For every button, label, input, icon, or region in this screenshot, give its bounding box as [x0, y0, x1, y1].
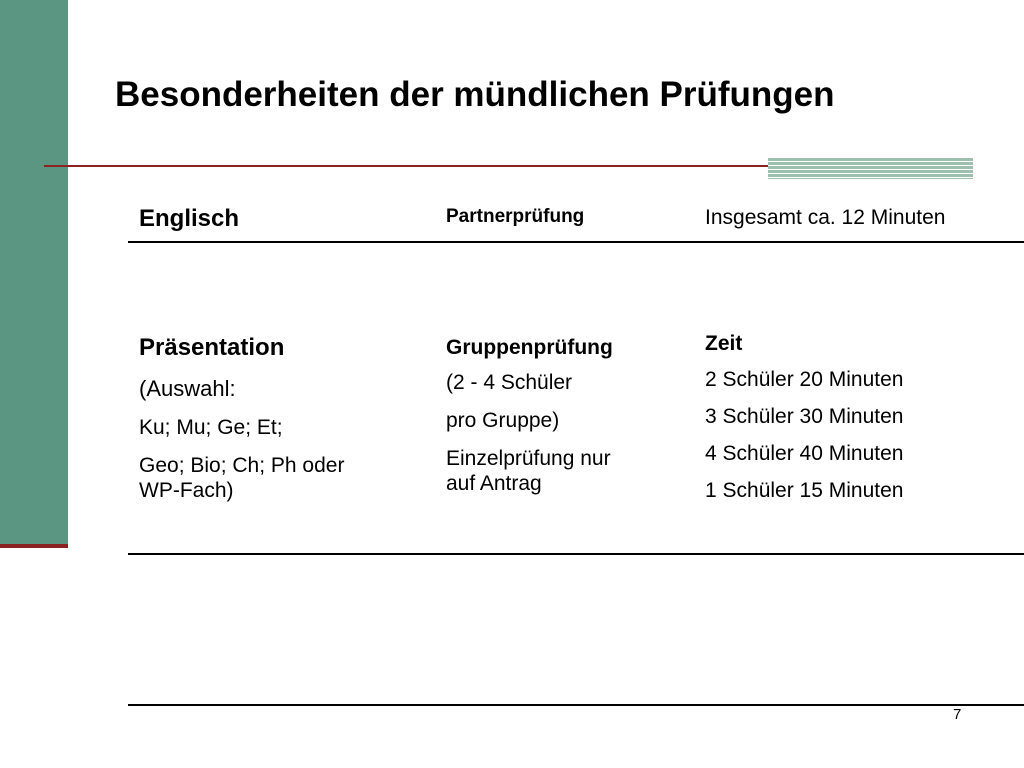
table-rule-bottom: [128, 704, 1024, 706]
time-line: 1 Schüler 15 Minuten: [705, 479, 904, 502]
table-rule-middle: [128, 553, 1024, 555]
subject-line: (Auswahl:: [139, 376, 236, 401]
subject-praesentation: Präsentation: [139, 334, 285, 361]
format-line: auf Antrag: [446, 472, 542, 495]
accent-stripes: [768, 158, 973, 179]
subject-line: Geo; Bio; Ch; Ph oder: [139, 454, 345, 477]
format-cell-gruppenpruefung: [446, 336, 676, 496]
time-line: 3 Schüler 30 Minuten: [705, 405, 904, 428]
time-cell-zeit: [705, 332, 1005, 503]
subject-line: Ku; Mu; Ge; Et;: [139, 416, 283, 439]
table-rule-top: [128, 241, 1024, 243]
subject-cell-praesentation: [139, 334, 429, 503]
subject-line: WP-Fach): [139, 479, 234, 502]
sidebar-bottom-accent: [0, 544, 68, 548]
slide-title: Besonderheiten der mündlichen Prüfungen: [115, 75, 835, 114]
format-partnerpruefung: Partnerprüfung: [446, 206, 585, 227]
time-header-zeit: Zeit: [705, 332, 743, 355]
format-line: pro Gruppe): [446, 409, 560, 432]
sidebar-decoration: [0, 0, 68, 548]
time-insgesamt: Insgesamt ca. 12 Minuten: [705, 206, 946, 229]
subject-englisch: Englisch: [139, 205, 240, 232]
page-number: 7: [953, 706, 962, 723]
format-gruppenpruefung: Gruppenprüfung: [446, 336, 613, 359]
time-line: 4 Schüler 40 Minuten: [705, 442, 904, 465]
time-line: 2 Schüler 20 Minuten: [705, 368, 904, 391]
format-line: Einzelprüfung nur: [446, 447, 611, 470]
format-line: (2 - 4 Schüler: [446, 371, 573, 394]
